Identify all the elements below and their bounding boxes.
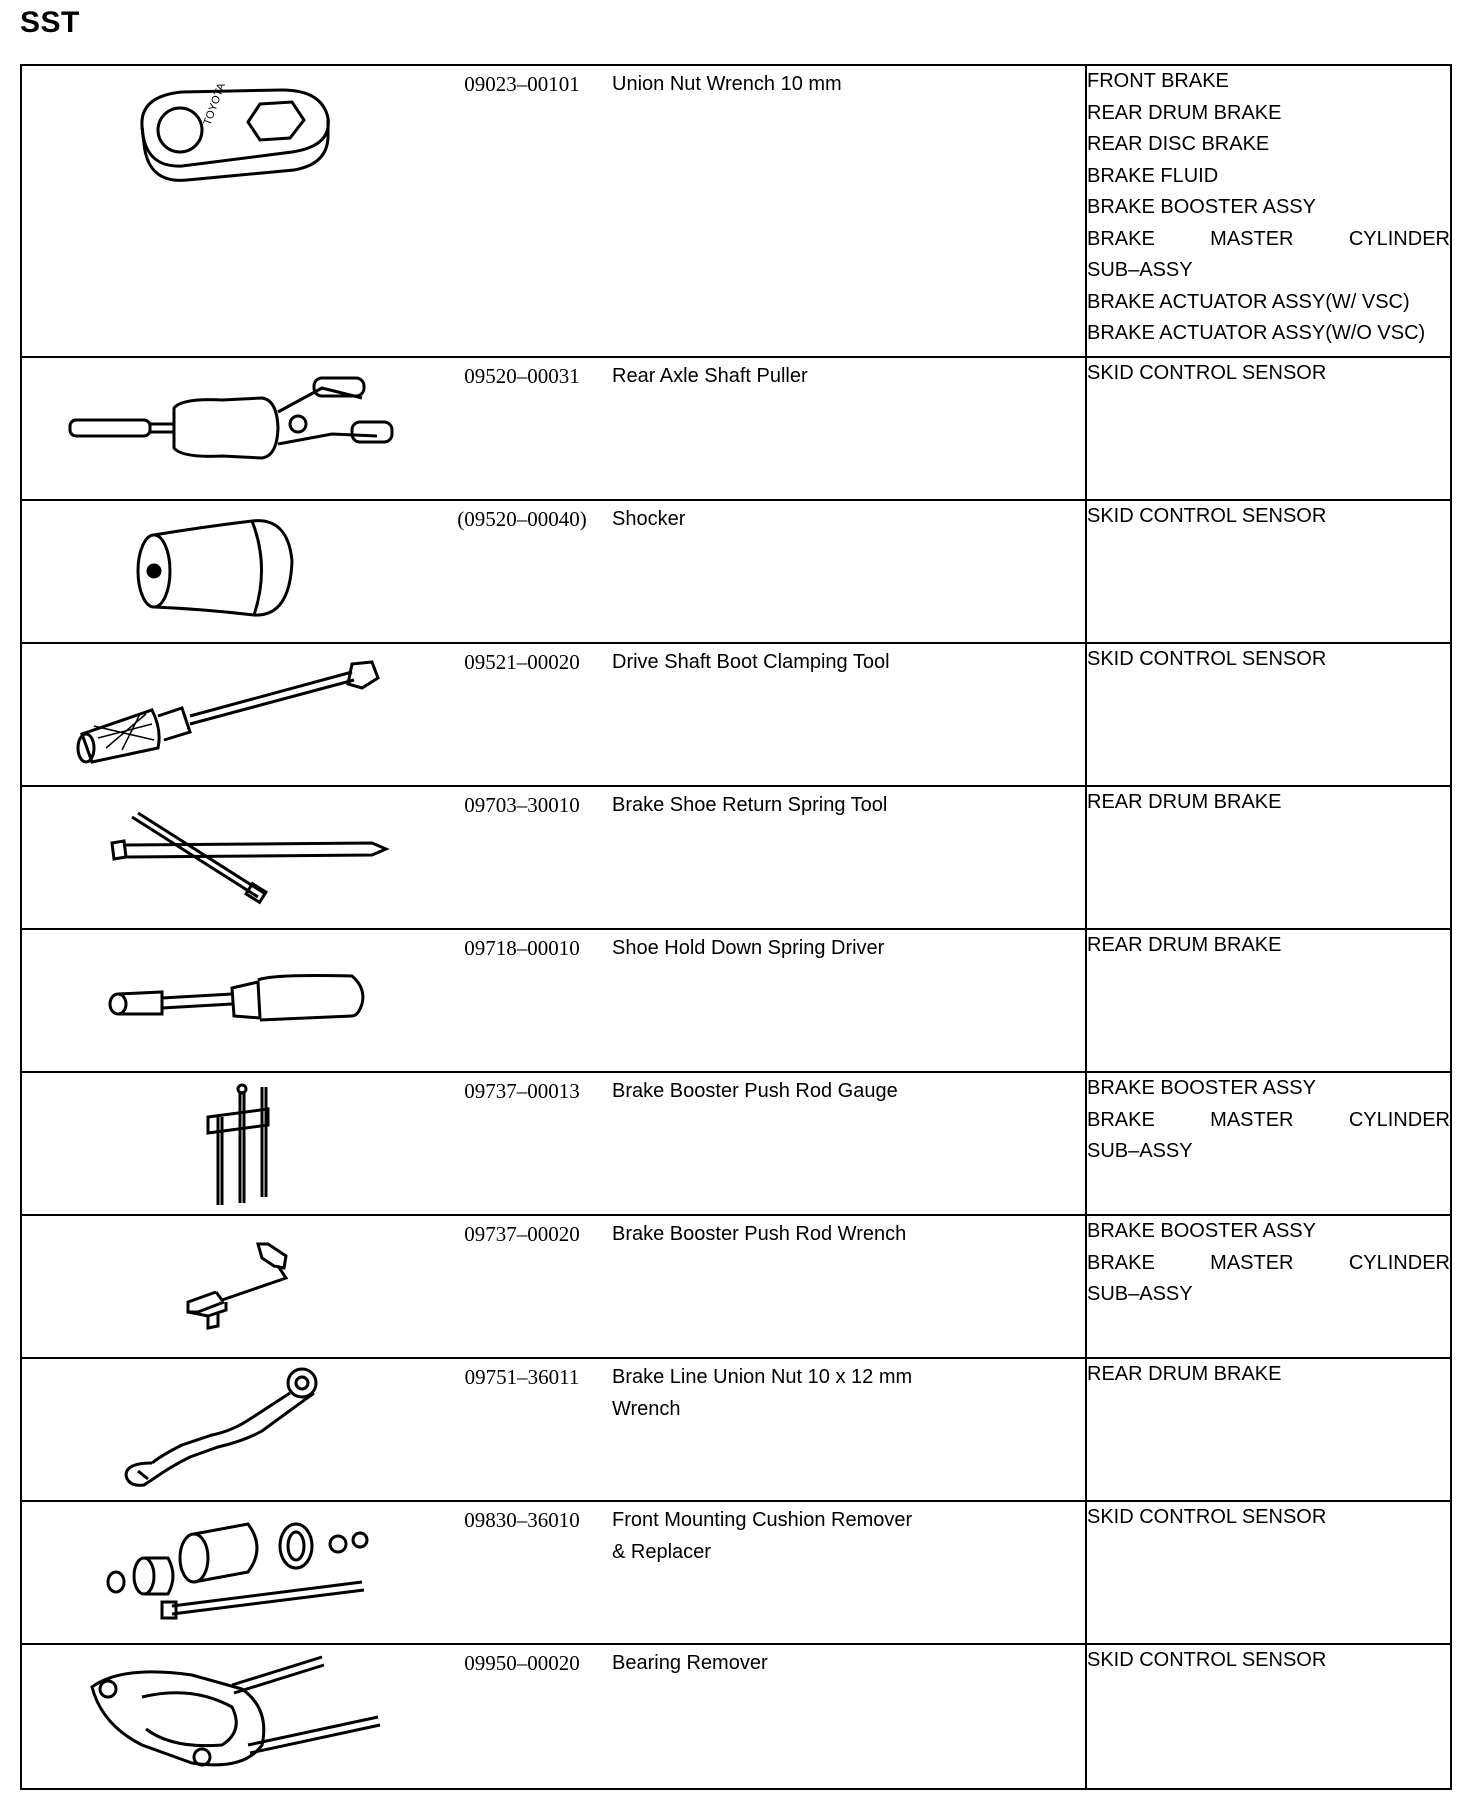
axle-shaft-puller-icon bbox=[22, 358, 432, 497]
tool-name: Shocker bbox=[612, 508, 686, 530]
applies-word: MASTER bbox=[1210, 1251, 1294, 1274]
table-row bbox=[21, 1501, 1451, 1644]
spring-driver-icon bbox=[22, 930, 432, 1069]
tool-cell bbox=[21, 357, 1086, 500]
tool-name: Brake Shoe Return Spring Tool bbox=[612, 794, 888, 816]
tool-name: Front Mounting Cushion Remover bbox=[612, 1509, 913, 1531]
applies-item: SUB–ASSY bbox=[1087, 1140, 1193, 1162]
part-number: (09520–00040) bbox=[457, 507, 587, 531]
applies-item: REAR DISC BRAKE bbox=[1087, 133, 1270, 155]
tool-name: Bearing Remover bbox=[612, 1652, 768, 1674]
tool-name: Shoe Hold Down Spring Driver bbox=[612, 937, 885, 959]
applies-item: BRAKE ACTUATOR ASSY(W/ VSC) bbox=[1087, 290, 1410, 313]
part-number: 09950–00020 bbox=[464, 1651, 580, 1675]
applies-item: REAR DRUM BRAKE bbox=[1087, 101, 1282, 124]
tool-cell bbox=[21, 65, 1086, 357]
applies-item: SKID CONTROL SENSOR bbox=[1087, 1649, 1327, 1671]
tool-name: Drive Shaft Boot Clamping Tool bbox=[612, 651, 890, 673]
applies-item-justified bbox=[1087, 224, 1450, 256]
applies-to-list bbox=[1086, 357, 1451, 500]
part-number: 09830–36010 bbox=[464, 1508, 580, 1532]
tool-name: Brake Booster Push Rod Gauge bbox=[612, 1080, 898, 1102]
tool-cell bbox=[21, 1072, 1086, 1215]
applies-to-list bbox=[1086, 643, 1451, 786]
part-number: 09718–00010 bbox=[464, 936, 580, 960]
applies-item: FRONT BRAKE bbox=[1087, 70, 1229, 92]
applies-item: BRAKE FLUID bbox=[1087, 164, 1219, 187]
applies-word: BRAKE bbox=[1087, 1108, 1155, 1131]
table-row bbox=[21, 500, 1451, 643]
tool-name: Brake Line Union Nut 10 x 12 mm bbox=[612, 1366, 913, 1388]
shocker-icon bbox=[22, 501, 432, 640]
applies-item: BRAKE ACTUATOR ASSY(W/O VSC) bbox=[1087, 322, 1426, 344]
part-number: 09737–00013 bbox=[464, 1079, 580, 1103]
tool-cell bbox=[21, 1644, 1086, 1789]
applies-to-list bbox=[1086, 500, 1451, 643]
applies-to-list bbox=[1086, 1215, 1451, 1358]
table-row bbox=[21, 1215, 1451, 1358]
boot-clamping-tool-icon bbox=[22, 644, 432, 783]
union-nut-wrench-icon bbox=[22, 66, 432, 352]
cushion-remover-icon bbox=[22, 1502, 432, 1641]
applies-word: CYLINDER bbox=[1348, 227, 1450, 250]
tool-name: Rear Axle Shaft Puller bbox=[612, 365, 808, 387]
applies-item-justified bbox=[1087, 1105, 1450, 1137]
applies-to-list bbox=[1086, 1644, 1451, 1789]
applies-to-list bbox=[1086, 1072, 1451, 1215]
tool-name: Brake Booster Push Rod Wrench bbox=[612, 1223, 907, 1245]
table-row bbox=[21, 786, 1451, 929]
table-row bbox=[21, 643, 1451, 786]
part-number: 09023–00101 bbox=[464, 72, 580, 96]
applies-item: BRAKE BOOSTER ASSY bbox=[1087, 1077, 1316, 1099]
applies-word: CYLINDER bbox=[1348, 1251, 1450, 1274]
tool-cell bbox=[21, 786, 1086, 929]
push-rod-gauge-icon bbox=[22, 1073, 432, 1212]
tool-cell bbox=[21, 1215, 1086, 1358]
tool-cell bbox=[21, 643, 1086, 786]
part-number: 09520–00031 bbox=[464, 364, 580, 388]
part-number: 09521–00020 bbox=[464, 650, 580, 674]
applies-item: BRAKE BOOSTER ASSY bbox=[1087, 1220, 1316, 1242]
table-row bbox=[21, 929, 1451, 1072]
tool-name: Union Nut Wrench 10 mm bbox=[612, 73, 842, 95]
table-row bbox=[21, 65, 1451, 357]
applies-to-list bbox=[1086, 1358, 1451, 1501]
applies-word: BRAKE bbox=[1087, 1251, 1155, 1274]
applies-item: SKID CONTROL SENSOR bbox=[1087, 1506, 1327, 1528]
table-row bbox=[21, 357, 1451, 500]
push-rod-wrench-icon bbox=[22, 1216, 432, 1355]
tool-cell bbox=[21, 500, 1086, 643]
applies-item: SKID CONTROL SENSOR bbox=[1087, 648, 1327, 670]
applies-word: CYLINDER bbox=[1348, 1108, 1450, 1131]
applies-item-justified bbox=[1087, 1248, 1450, 1280]
tool-name: & Replacer bbox=[612, 1541, 711, 1563]
applies-item: REAR DRUM BRAKE bbox=[1087, 1363, 1282, 1385]
applies-to-list bbox=[1086, 786, 1451, 929]
bearing-remover-icon bbox=[22, 1645, 432, 1786]
applies-item: SUB–ASSY bbox=[1087, 259, 1193, 281]
page-title: SST bbox=[20, 6, 80, 39]
svg-text:TOYOTA: TOYOTA bbox=[201, 81, 228, 128]
applies-to-list bbox=[1086, 65, 1451, 357]
applies-item: SUB–ASSY bbox=[1087, 1283, 1193, 1305]
tool-cell bbox=[21, 929, 1086, 1072]
table-row bbox=[21, 1072, 1451, 1215]
table-row bbox=[21, 1644, 1451, 1789]
applies-to-list bbox=[1086, 1501, 1451, 1644]
applies-item: SKID CONTROL SENSOR bbox=[1087, 362, 1327, 384]
return-spring-tool-icon bbox=[22, 787, 432, 926]
applies-item: BRAKE BOOSTER ASSY bbox=[1087, 196, 1316, 218]
line-wrench-icon bbox=[22, 1359, 432, 1498]
part-number: 09737–00020 bbox=[464, 1222, 580, 1246]
applies-word: MASTER bbox=[1210, 227, 1294, 250]
part-number: 09703–30010 bbox=[464, 793, 580, 817]
tool-cell bbox=[21, 1501, 1086, 1644]
tool-cell bbox=[21, 1358, 1086, 1501]
applies-item: REAR DRUM BRAKE bbox=[1087, 934, 1282, 956]
applies-word: MASTER bbox=[1210, 1108, 1294, 1131]
tool-name: Wrench bbox=[612, 1398, 681, 1420]
applies-item: SKID CONTROL SENSOR bbox=[1087, 505, 1327, 527]
part-number: 09751–36011 bbox=[464, 1365, 580, 1389]
applies-item: REAR DRUM BRAKE bbox=[1087, 791, 1282, 813]
table-row bbox=[21, 1358, 1451, 1501]
sst-table bbox=[20, 64, 1452, 1790]
applies-to-list bbox=[1086, 929, 1451, 1072]
applies-word: BRAKE bbox=[1087, 227, 1155, 250]
